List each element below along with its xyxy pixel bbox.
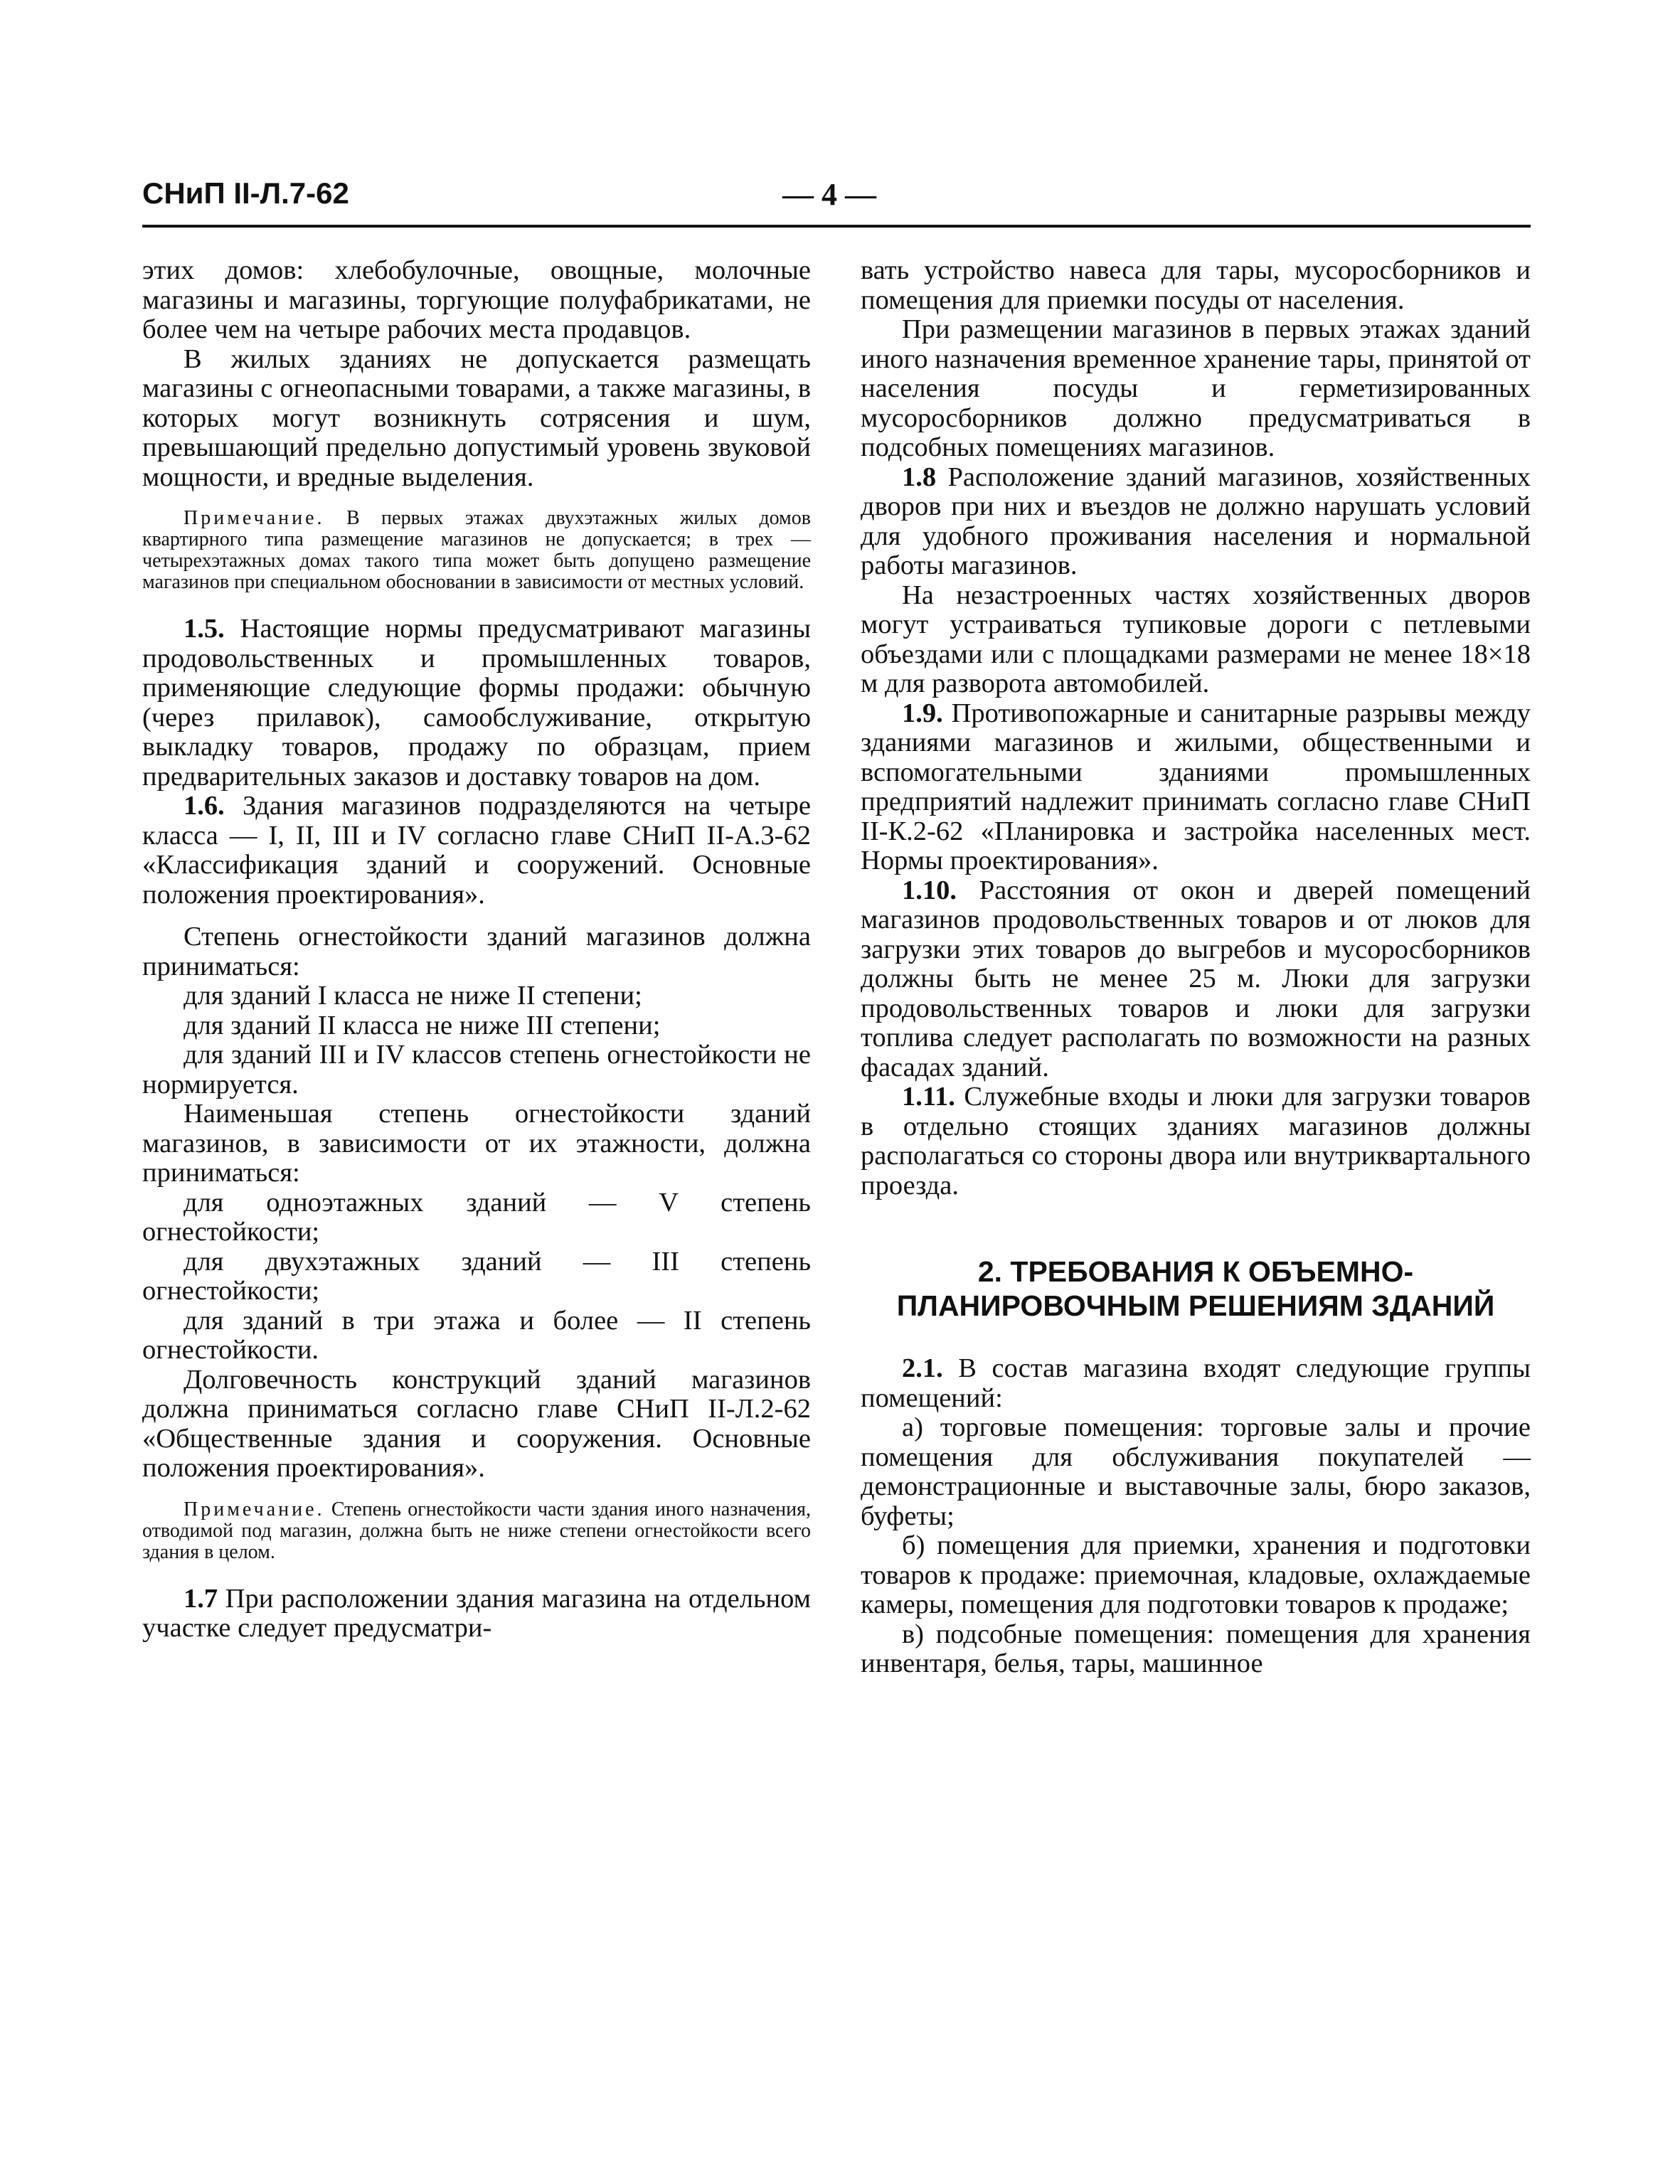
paragraph: Степень огнестойкости зданий магазинов должна приниматься: — [142, 922, 811, 981]
clause-number: 1.7 — [184, 1583, 218, 1614]
list-item: для зданий в три этажа и более — II степень огнестойкости. — [142, 1305, 811, 1365]
clause-number: 1.6. — [184, 791, 225, 821]
list-item: для зданий II класса не ниже III степени; — [184, 1010, 661, 1040]
clause-text: В состав магазина входят следующие группы помещений: — [861, 1353, 1531, 1413]
paragraph: При размещении магазинов в первых этажах зданий иного назначения временное хранение тары, принятой от населения посуды и герметизированных мусоросборников должно предусматриваться в подсобных помещениях магазинов. — [861, 314, 1531, 462]
clause-text: Расстояния от окон и дверей помещений магазинов продовольственных товаров и от люков для загрузки этих товаров до выгребов и мусоросборников должны быть не менее 25 м. Люки для загрузки продовольственных товаров и люки для загрузки топлива следует располагать по возможности на разных фасадах зданий. — [861, 875, 1531, 1082]
paragraph: Наименьшая степень огнестойкости зданий магазинов, в зависимости от их этажности, должна приниматься: — [142, 1099, 811, 1188]
note — [142, 508, 811, 593]
paragraph: вать устройство навеса для тары, мусоросборников и помещения для приемки посуды от населения. — [861, 255, 1531, 315]
note-text: В первых этажах двухэтажных жилых домов квартирного типа размещение магазинов не допускается; в трех — четырехэтажных домах такого типа может быть допущено размещение магазинов при специальном обосновании в зависимости от местных условий. — [142, 507, 811, 593]
clause-1-5 — [142, 614, 811, 792]
clause-number: 1.5. — [184, 614, 225, 644]
clause-text: При расположении здания магазина на отдельном участке следует предусматри- — [142, 1583, 811, 1643]
left-column — [142, 256, 811, 1644]
right-column — [861, 256, 1531, 1679]
clause-2-1 — [861, 1354, 1531, 1413]
list-item: б) помещения для приемки, хранения и подготовки товаров к продаже: приемочная, кладовые, охлаждаемые камеры, помещения для подготовки товаров к продаже; — [861, 1530, 1531, 1619]
clause-text: Служебные входы и люки для загрузки товаров в отдельно стоящих зданиях магазинов должны располагаться со стороны двора или внутриквартального проезда. — [861, 1082, 1531, 1200]
page-header — [142, 176, 1531, 219]
list-item: для зданий III и IV классов степень огнестойкости не нормируется. — [142, 1040, 811, 1099]
clause-1-8 — [861, 463, 1531, 581]
clause-number: 1.9. — [902, 698, 943, 728]
clause-1-9 — [861, 699, 1531, 876]
note-label: Примечание. — [184, 1498, 325, 1520]
clause-1-11 — [861, 1082, 1531, 1200]
clause-text: Противопожарные и санитарные разрывы между зданиями магазинов и жилыми, общественными и вспомогательными зданиями промышленных предприятий надлежит принимать согласно главе СНиП II-К.2-62 «Планировка и застройка населенных мест. Нормы проектирования». — [861, 698, 1531, 875]
clause-1-6 — [142, 792, 811, 910]
paragraph: Долговечность конструкций зданий магазинов должна приниматься согласно главе СНиП II-Л.2-62 «Общественные здания и сооружения. Основные положения проектирования». — [142, 1364, 811, 1483]
clause-number: 2.1. — [902, 1353, 943, 1383]
clause-number: 1.11. — [902, 1082, 955, 1112]
note — [142, 1499, 811, 1563]
list-item: для одноэтажных зданий — V степень огнестойкости; — [142, 1187, 811, 1247]
section-title: 2. ТРЕБОВАНИЯ К ОБЪЕМНО-ПЛАНИРОВОЧНЫМ РЕШЕНИЯМ ЗДАНИЙ — [896, 1255, 1495, 1322]
clause-1-10 — [861, 876, 1531, 1083]
clause-text: Настоящие нормы предусматривают магазины продовольственных и промышленных товаров, применяющие следующие формы продажи: обычную (через прилавок), самообслуживание, открытую выкладку товаров, продажу по образцам, прием предварительных заказов и доставку товаров на дом. — [142, 614, 811, 792]
header-rule — [142, 225, 1531, 228]
list-item: в) подсобные помещения: помещения для хранения инвентаря, белья, тары, машинное — [861, 1619, 1531, 1678]
list-item: для зданий I класса не ниже II степени; — [184, 981, 642, 1011]
clause-text: Здания магазинов подразделяются на четыре класса — I, II, III и IV согласно главе СНиП II-А.3-62 «Классификация зданий и сооружений. Основные положения проектирования». — [142, 791, 811, 910]
list-item: для двухэтажных зданий — III степень огнестойкости; — [142, 1246, 811, 1306]
paragraph: этих домов: хлебобулочные, овощные, молочные магазины и магазины, торгующие полуфабрикатами, не более чем на четыре рабочих места продавцов. — [142, 255, 811, 344]
page-number: — 4 — — [782, 177, 876, 212]
clause-1-7 — [142, 1584, 811, 1644]
paragraph: В жилых зданиях не допускается размещать магазины с огнеопасными товарами, а также магазины, в которых могут возникнуть сотрясения и шум, превышающий предельно допустимый уровень звуковой мощности, и вредные выделения. — [142, 343, 811, 492]
list-item: а) торговые помещения: торговые залы и прочие помещения для обслуживания покупателей — демонстрационные и выставочные залы, бюро заказов, буфеты; — [861, 1412, 1531, 1531]
document-code: СНиП II-Л.7-62 — [142, 176, 349, 210]
clause-number: 1.8 — [902, 462, 937, 492]
clause-number: 1.10. — [902, 875, 957, 905]
paragraph: На незастроенных частях хозяйственных дворов могут устраиваться тупиковые дороги с петлевыми объездами или с площадками размерами не менее 18×18 м для разворота автомобилей. — [861, 580, 1531, 698]
clause-text: Расположение зданий магазинов, хозяйственных дворов при них и въездов не должно нарушать условий для удобного проживания населения и нормальной работы магазинов. — [861, 462, 1531, 580]
note-label: Примечание. — [184, 507, 325, 529]
note-text: Степень огнестойкости части здания иного назначения, отводимой под магазин, должна быть не ниже степени огнестойкости всего здания в целом. — [142, 1498, 811, 1563]
